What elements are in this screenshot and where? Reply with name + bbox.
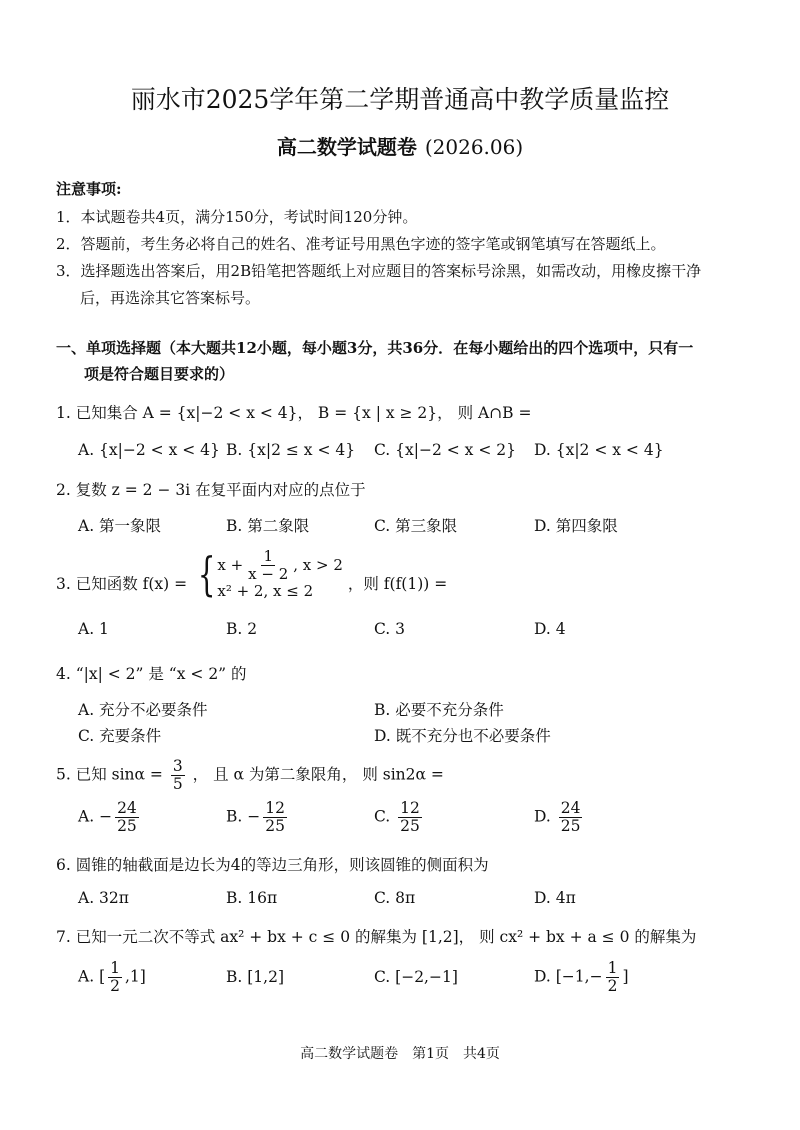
section-heading-continued: 项是符合题目要求的） (84, 365, 235, 383)
option-tail: ,1] (125, 967, 146, 986)
option-numerator: 24 (117, 799, 137, 817)
question-2-option-c: C. 第三象限 (374, 517, 458, 535)
option-fraction (115, 800, 139, 835)
question-4-option-d: D. 既不充分也不必要条件 (374, 727, 551, 745)
option-fraction (559, 800, 583, 835)
question-6-option-a: A. 32π (78, 889, 129, 907)
question-3-option-a: A. 1 (78, 620, 109, 638)
subtitle-text: 高二数学试题卷 (276, 135, 417, 159)
note-item-continued: 后，再选涂其它答案标号。 (80, 289, 261, 307)
question-5-numerator: 3 (172, 757, 183, 775)
question-5-stem (56, 758, 444, 793)
notes-heading: 注意事项: (56, 180, 122, 198)
question-3-stem (56, 548, 447, 601)
question-5-suffix: ， 且 α 为第二象限角， 则 sin2α = (192, 765, 444, 784)
option-numerator: 12 (400, 799, 420, 817)
question-7-option-c: C. [−2,−1] (374, 968, 458, 986)
question-3-suffix: ，则 f(f(1)) = (347, 575, 448, 594)
option-label: B. (226, 807, 243, 826)
question-2-option-b: B. 第二象限 (226, 517, 310, 535)
question-1-option-d: D. {x|2 < x < 4} (534, 441, 664, 459)
case-1-fraction (246, 548, 290, 582)
question-4-stem: 4. “|x| < 2” 是 “x < 2” 的 (56, 665, 247, 683)
question-5-option-c (374, 800, 425, 835)
piecewise-cases (217, 548, 343, 601)
option-fraction (606, 960, 620, 995)
option-label: C. (374, 807, 391, 826)
note-item: 1．本试题卷共4页，满分150分，考试时间120分钟。 (56, 208, 418, 226)
question-1-option-a: A. {x|−2 < x < 4} (78, 441, 220, 459)
question-7-option-b: B. [1,2] (226, 968, 284, 986)
option-fraction (108, 960, 122, 995)
option-pre: [−1,− (555, 967, 603, 986)
note-item: 3．选择题选出答案后，用2B铅笔把答题纸上对应题目的答案标号涂黑，如需改动，用橡皮擦干净 (56, 262, 702, 280)
case-1-numerator: 1 (263, 547, 273, 565)
question-1-stem: 1. 已知集合 A = {x|−2 < x < 4}， B = {x | x ≥ 2}， 则 A∩B = (56, 404, 532, 422)
option-fraction (263, 800, 287, 835)
question-7-option-d (534, 960, 629, 995)
question-5-option-d (534, 800, 585, 835)
option-label: D. (534, 807, 551, 826)
option-label: A. (78, 807, 95, 826)
option-numerator: 24 (560, 799, 581, 817)
left-brace-glyph: { (197, 547, 216, 602)
question-1-option-c: C. {x|−2 < x < 2} (374, 441, 516, 459)
question-6-stem: 6. 圆锥的轴截面是边长为4的等边三角形，则该圆锥的侧面积为 (56, 856, 489, 874)
exam-subtitle (0, 131, 800, 160)
page-footer: 高二数学试题卷 第1页 共4页 (300, 1046, 500, 1062)
question-3-prefix: 3. 已知函数 f(x) = (56, 575, 188, 594)
question-2-option-d: D. 第四象限 (534, 517, 618, 535)
question-5-option-b (226, 800, 290, 835)
option-denominator: 2 (110, 977, 120, 996)
option-sign: − (247, 807, 261, 826)
question-4-option-a: A. 充分不必要条件 (78, 701, 208, 719)
option-label: D. (534, 967, 551, 986)
piecewise-case-1 (217, 548, 343, 582)
question-2-option-a: A. 第一象限 (78, 517, 162, 535)
option-denominator: 2 (607, 977, 618, 996)
note-item: 2．答题前，考生务必将自己的姓名、准考证号用黑色字迹的签字笔或钢笔填写在答题纸上。 (56, 235, 666, 253)
option-denominator: 25 (400, 817, 420, 836)
option-numerator: 1 (607, 959, 618, 977)
option-tail: ] (622, 967, 629, 986)
subtitle-year: (2026.06) (424, 135, 524, 159)
question-1-option-b: B. {x|2 ≤ x < 4} (226, 441, 356, 459)
option-sign: − (99, 807, 113, 826)
option-numerator: 12 (265, 799, 285, 817)
case-1-lead: x + (217, 555, 244, 574)
option-denominator: 25 (560, 817, 581, 836)
question-2-stem: 2. 复数 z = 2 − 3i 在复平面内对应的点位于 (56, 481, 366, 499)
question-6-option-c: C. 8π (374, 889, 416, 907)
question-3-option-d: D. 4 (534, 620, 566, 638)
question-6-option-b: B. 16π (226, 889, 278, 907)
exam-title: 丽水市2025学年第二学期普通高中教学质量监控 (130, 85, 670, 114)
question-5-option-a (78, 800, 142, 835)
question-5-denominator: 5 (172, 775, 183, 794)
question-5-fraction (171, 758, 185, 793)
question-3-option-c: C. 3 (374, 620, 406, 638)
question-5-prefix: 5. 已知 sinα = (56, 765, 163, 784)
question-6-option-d: D. 4π (534, 889, 576, 907)
option-numerator: 1 (110, 959, 120, 977)
option-label: A. (78, 967, 95, 986)
piecewise-case-2: x² + 2, x ≤ 2 (217, 582, 314, 600)
option-denominator: 25 (117, 817, 137, 836)
question-4-option-b: B. 必要不充分条件 (374, 701, 504, 719)
option-bracket: [ (99, 967, 106, 986)
case-1-condition: , x > 2 (293, 555, 343, 574)
section-heading: 一、单项选择题（本大题共12小题，每小题3分，共36分．在每小题给出的四个选项中，只有一 (56, 339, 694, 357)
piecewise-function (192, 548, 343, 601)
question-4-option-c: C. 充要条件 (78, 727, 162, 745)
question-7-stem: 7. 已知一元二次不等式 ax² + bx + c ≤ 0 的解集为 [1,2]， 则 cx² + bx + a ≤ 0 的解集为 (56, 928, 697, 946)
question-3-option-b: B. 2 (226, 620, 258, 638)
option-denominator: 25 (265, 817, 285, 836)
case-1-denominator: x − 2 (248, 564, 289, 583)
option-fraction (398, 800, 422, 835)
question-7-option-a (78, 960, 146, 995)
